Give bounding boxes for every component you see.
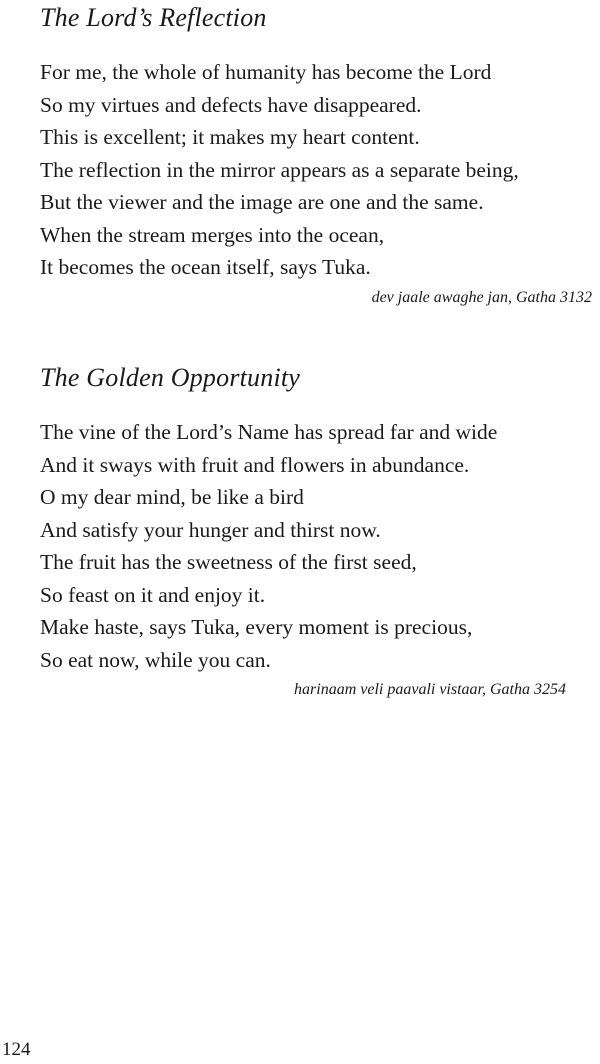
poem-line: For me, the whole of humanity has become the Lord xyxy=(40,60,492,84)
poem-lines xyxy=(40,56,592,284)
poem-line: But the viewer and the image are one and the same. xyxy=(40,190,484,214)
poem-line: The vine of the Lord’s Name has spread far and wide xyxy=(40,420,498,444)
poem-attribution: harinaam veli paavali vistaar, Gatha 3254 xyxy=(294,681,566,698)
poem-line: It becomes the ocean itself, says Tuka. xyxy=(40,255,371,279)
poem-line: So my virtues and defects have disappeared. xyxy=(40,92,422,117)
poem-line: The fruit has the sweetness of the first seed, xyxy=(40,550,417,574)
poem-line: So feast on it and enjoy it. xyxy=(40,582,266,607)
poem-line: And it sways with fruit and flowers in abundance. xyxy=(40,452,470,477)
poem-attribution: dev jaale awaghe jan, Gatha 3132 xyxy=(371,288,592,306)
poem-line: And satisfy your hunger and thirst now. xyxy=(40,517,381,542)
poem-lines xyxy=(40,416,592,676)
poem-golden-opportunity xyxy=(40,362,592,701)
poem-title: The Lord’s Reflection xyxy=(40,3,267,32)
poem-lords-reflection xyxy=(40,2,592,309)
poem-line: When the stream merges into the ocean, xyxy=(40,222,385,247)
poem-line: So eat now, while you can. xyxy=(40,647,271,672)
poem-line: Make haste, says Tuka, every moment is precious, xyxy=(40,615,473,639)
page-number: 124 xyxy=(2,1039,31,1060)
poem-title: The Golden Opportunity xyxy=(40,363,301,392)
poem-line: The reflection in the mirror appears as a separate being, xyxy=(40,157,519,182)
poem-line: O my dear mind, be like a bird xyxy=(40,485,304,509)
poem-line: This is excellent; it makes my heart content. xyxy=(40,125,420,149)
